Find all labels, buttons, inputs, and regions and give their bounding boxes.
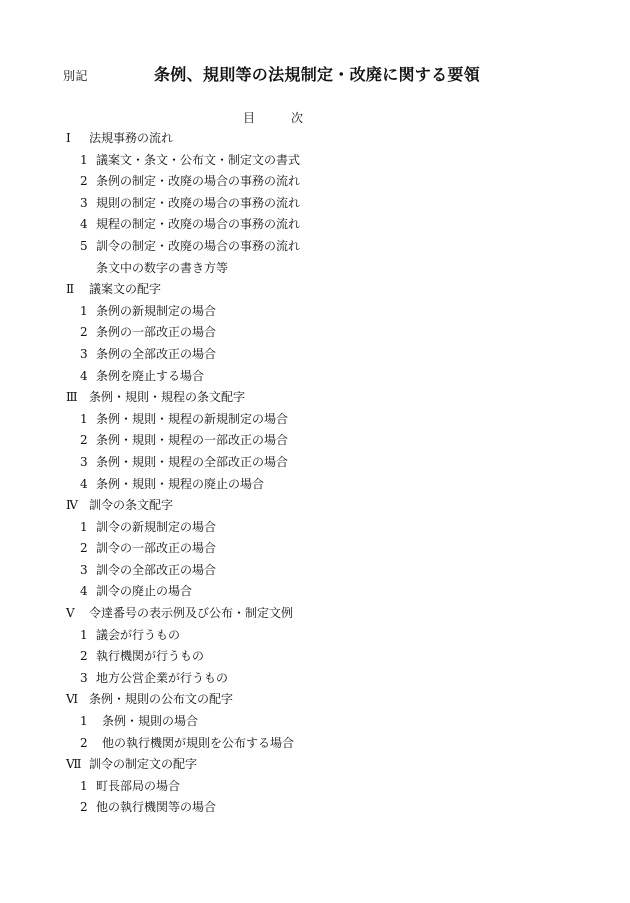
toc-item: [0, 430, 630, 452]
toc-section: [0, 279, 630, 301]
toc-item: [0, 538, 630, 560]
toc-item: [0, 236, 630, 258]
document-title: 条例、規則等の法規制定・改廃に関する要領: [154, 65, 481, 84]
section-number: Ⅵ: [66, 692, 79, 707]
item-number: 1: [80, 303, 88, 318]
toc-item: [0, 797, 630, 819]
item-number: 5: [80, 238, 88, 253]
toc-item: [0, 625, 630, 647]
section-number: Ⅴ: [66, 606, 75, 621]
toc-item: [0, 452, 630, 474]
toc-item: [0, 193, 630, 215]
item-text: 訓令の一部改正の場合: [96, 541, 217, 556]
toc-section: [0, 603, 630, 625]
item-number: 3: [80, 562, 88, 577]
item-text: 他の執行機関が規則を公布する場合: [102, 735, 295, 750]
item-text: 訓令の制定・改廃の場合の事務の流れ: [96, 238, 301, 253]
table-of-contents: [0, 128, 630, 819]
toc-item: [0, 409, 630, 431]
toc-item: [0, 214, 630, 236]
section-number: Ⅲ: [66, 390, 78, 405]
item-text: 地方公営企業が行うもの: [96, 670, 229, 685]
item-text: 執行機関が行うもの: [96, 649, 205, 664]
item-text: 条例・規則・規程の一部改正の場合: [96, 433, 289, 448]
item-text: 訓令の全部改正の場合: [96, 562, 217, 577]
toc-item: [0, 474, 630, 496]
toc-item: [0, 517, 630, 539]
item-text: 訓令の廃止の場合: [96, 584, 193, 599]
section-title: 条例・規則・規程の条文配字: [89, 390, 246, 405]
toc-heading: [243, 109, 339, 126]
toc-item: [0, 366, 630, 388]
toc-heading-char-1: 目: [243, 111, 256, 125]
item-number: 1: [80, 519, 88, 534]
item-text: 条例を廃止する場合: [96, 368, 205, 383]
toc-section: [0, 495, 630, 517]
item-text: 条例の一部改正の場合: [96, 325, 217, 340]
section-title: 法規事務の流れ: [89, 131, 174, 145]
section-number: Ⅱ: [66, 282, 75, 297]
item-number: 1: [80, 778, 88, 793]
toc-item: [0, 301, 630, 323]
toc-item: [0, 581, 630, 603]
toc-item: [0, 646, 630, 668]
toc-note: [0, 258, 630, 280]
item-text: 条例・規則・規程の廃止の場合: [96, 476, 265, 491]
item-text: 議会が行うもの: [96, 627, 181, 642]
item-text: 条例・規則・規程の新規制定の場合: [96, 411, 289, 426]
toc-heading-char-2: 次: [291, 111, 304, 125]
section-title: 訓令の条文配字: [89, 498, 174, 513]
item-text: 規程の制定・改廃の場合の事務の流れ: [96, 217, 301, 232]
item-number: 1: [80, 411, 88, 426]
item-number: 2: [80, 433, 88, 448]
item-number: 3: [80, 195, 88, 210]
toc-section: [0, 689, 630, 711]
item-number: 4: [80, 476, 88, 491]
appendix-label: 別記: [63, 69, 89, 83]
item-number: 2: [80, 325, 88, 340]
item-number: 2: [80, 541, 88, 556]
section-title: 議案文の配字: [89, 282, 162, 297]
item-text: 条例の全部改正の場合: [96, 346, 217, 361]
item-text: 町長部局の場合: [96, 778, 181, 793]
item-number: 2: [80, 800, 88, 815]
item-text: 条例・規則の場合: [102, 714, 199, 729]
item-number: 4: [80, 368, 88, 383]
item-text: 訓令の新規制定の場合: [96, 519, 217, 534]
item-number: 1: [80, 152, 88, 167]
toc-item: [0, 150, 630, 172]
toc-section: [0, 128, 630, 150]
toc-item: [0, 560, 630, 582]
section-title: 訓令の制定文の配字: [89, 757, 198, 772]
item-number: 2: [80, 649, 88, 664]
toc-item: [0, 344, 630, 366]
item-number: 3: [80, 670, 88, 685]
section-number: Ⅶ: [66, 757, 82, 772]
item-number: 4: [80, 584, 88, 599]
item-number: 2: [80, 735, 88, 750]
toc-item: [0, 776, 630, 798]
toc-item: [0, 322, 630, 344]
item-number: 4: [80, 217, 88, 232]
toc-item: [0, 668, 630, 690]
section-title: 令達番号の表示例及び公布・制定文例: [89, 606, 294, 621]
item-text: 議案文・条文・公布文・制定文の書式: [96, 152, 301, 167]
toc-section: [0, 387, 630, 409]
item-text: 条例・規則・規程の全部改正の場合: [96, 454, 289, 469]
section-number: Ⅳ: [66, 498, 78, 513]
section-title: 条例・規則の公布文の配字: [89, 692, 234, 707]
item-number: 2: [80, 174, 88, 189]
item-text: 条文中の数字の書き方等: [96, 260, 229, 275]
section-number: Ⅰ: [66, 131, 71, 145]
item-text: 他の執行機関等の場合: [96, 800, 217, 815]
item-number: 3: [80, 346, 88, 361]
toc-item: [0, 711, 630, 733]
toc-section: [0, 754, 630, 776]
item-number: 3: [80, 454, 88, 469]
item-number: 1: [80, 627, 88, 642]
item-text: 規則の制定・改廃の場合の事務の流れ: [96, 195, 301, 210]
toc-item: [0, 733, 630, 755]
item-text: 条例の制定・改廃の場合の事務の流れ: [96, 174, 301, 189]
toc-item: [0, 171, 630, 193]
item-text: 条例の新規制定の場合: [96, 303, 217, 318]
document-header: [0, 60, 630, 86]
item-number: 1: [80, 714, 88, 729]
